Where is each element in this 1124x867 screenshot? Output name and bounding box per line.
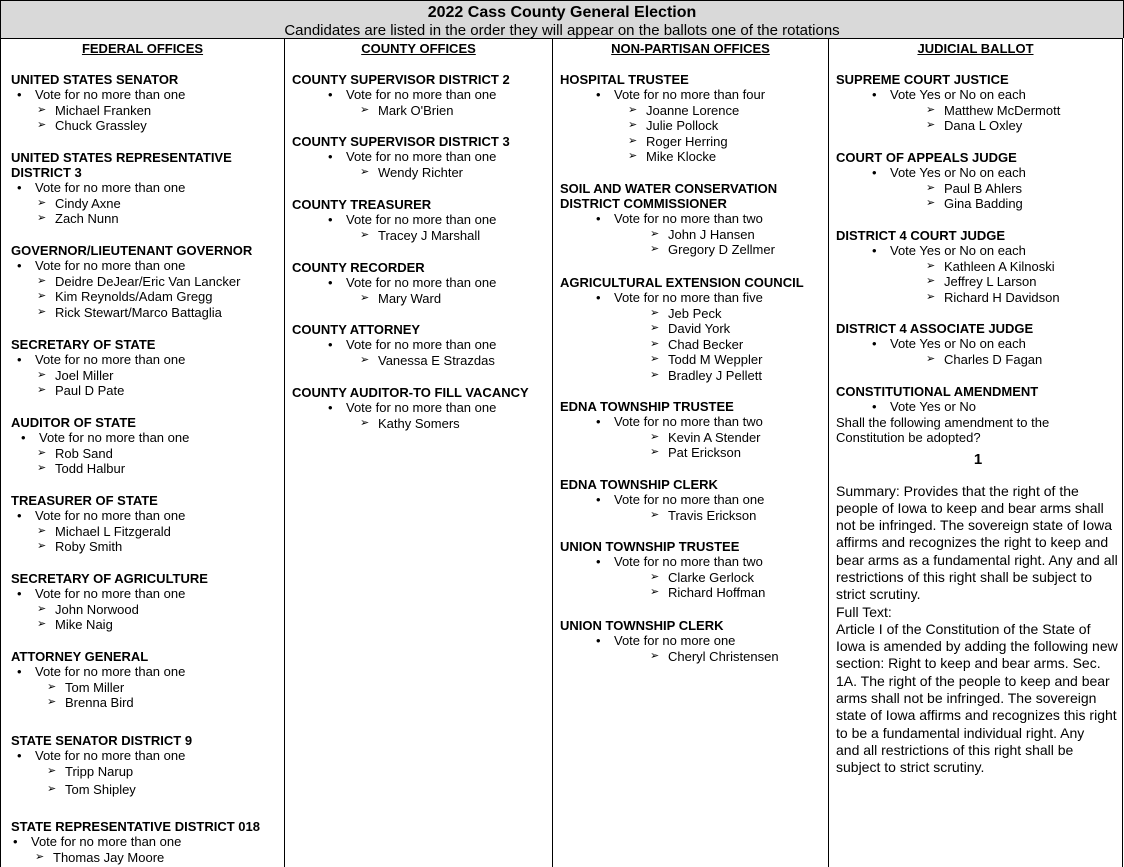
office-block	[560, 181, 822, 258]
column-heading: FEDERAL OFFICES	[81, 41, 204, 56]
candidate-name: ➢ Matthew McDermott	[944, 103, 1120, 119]
office-block	[836, 321, 1120, 367]
candidate-name: ➢ Cheryl Christensen	[668, 649, 826, 665]
column-non-partisan-offices	[552, 39, 828, 867]
candidate-name: ➢ Richard Hoffman	[668, 585, 826, 601]
office-block	[560, 399, 826, 461]
candidate-name: ➢ Mike Klocke	[646, 149, 826, 165]
amendment-summary: Summary: Provides that the right of the people of Iowa to keep and bear arms shall not be infringed. The sovereign state of Iowa affirms and recognizes the right to keep and bear arms as a fundamental right. Any and all restrictions of this right shall be subject to strict scrutiny.	[836, 482, 1118, 603]
candidate-name: ➢ Zach Nunn	[55, 211, 271, 227]
office-block	[560, 539, 826, 601]
office-block	[11, 415, 281, 477]
candidate-name: ➢ Joel Miller	[55, 368, 281, 384]
candidate-name: ➢ Roger Herring	[646, 134, 826, 150]
candidate-name: ➢ Michael Franken	[55, 103, 281, 119]
vote-instruction: • Vote for no more than five	[614, 290, 826, 306]
candidate-name: ➢ Roby Smith	[55, 539, 281, 555]
candidate-name: ➢ Kevin A Stender	[668, 430, 826, 446]
vote-instruction: • Vote for no more than two	[614, 554, 826, 570]
office-block	[292, 260, 550, 306]
vote-instruction: • Vote for no more than one	[346, 275, 550, 291]
vote-instruction: • Vote for no more than one	[35, 352, 281, 368]
vote-instruction: • Vote for no more one	[614, 633, 826, 649]
candidate-name: ➢ Rick Stewart/Marco Battaglia	[55, 305, 281, 321]
candidate-name: ➢ Cindy Axne	[55, 196, 271, 212]
candidate-name: ➢ Vanessa E Strazdas	[378, 353, 550, 369]
amendment-number: 1	[973, 450, 983, 468]
office-block	[560, 72, 826, 165]
office-block	[560, 477, 826, 523]
office-block	[836, 72, 1120, 134]
candidate-name: ➢ Gina Badding	[944, 196, 1120, 212]
candidate-name: ➢ Wendy Richter	[378, 165, 550, 181]
candidate-name: ➢ Mike Naig	[55, 617, 281, 633]
vote-instruction: • Vote for no more than one	[346, 87, 550, 103]
vote-instruction: • Vote for no more than one	[35, 508, 281, 524]
ballot-header	[0, 0, 1124, 38]
candidate-name: ➢ Paul B Ahlers	[944, 181, 1120, 197]
candidate-name: ➢ Mary Ward	[378, 291, 550, 307]
candidate-name: ➢ Tom Miller	[65, 680, 281, 696]
candidate-name: ➢ Gregory D Zellmer	[668, 242, 822, 258]
vote-instruction: • Vote for no more than one	[39, 430, 281, 446]
office-block	[292, 197, 550, 243]
candidate-name: ➢ Michael L Fitzgerald	[55, 524, 281, 540]
amendment-full-text-label: Full Text:	[836, 603, 892, 620]
vote-instruction: • Vote for no more than two	[614, 211, 822, 227]
candidate-name: ➢ John Norwood	[55, 602, 281, 618]
office-block	[11, 571, 281, 633]
page-title: 2022 Cass County General Election	[427, 4, 697, 21]
office-name: UNION TOWNSHIP CLERK	[560, 618, 724, 633]
office-name: COURT OF APPEALS JUDGE	[836, 150, 1017, 165]
vote-instruction: • Vote for no more than one	[346, 400, 550, 416]
candidate-name: ➢ Deidre DeJear/Eric Van Lancker	[55, 274, 281, 290]
candidate-name: ➢ Tracey J Marshall	[378, 228, 550, 244]
vote-instruction: • Vote Yes or No on each	[890, 336, 1120, 352]
amendment-question: Shall the following amendment to the Constitution be adopted?	[836, 414, 1050, 445]
office-block	[11, 649, 281, 711]
office-name: COUNTY SUPERVISOR DISTRICT 3	[292, 134, 510, 149]
office-name: COUNTY ATTORNEY	[292, 322, 421, 337]
candidate-name: ➢ Clarke Gerlock	[668, 570, 826, 586]
amendment-full-text-end: and all restrictions of this right shall be subject to strict scrutiny.	[836, 741, 1074, 776]
office-block	[292, 385, 550, 431]
office-name: SECRETARY OF AGRICULTURE	[11, 571, 208, 586]
candidate-name: ➢ Travis Erickson	[668, 508, 826, 524]
candidate-name: ➢ Brenna Bird	[65, 695, 281, 711]
candidate-name: ➢ Todd Halbur	[55, 461, 281, 477]
candidate-name: ➢ Tom Shipley	[65, 782, 281, 798]
office-block	[292, 322, 550, 368]
candidate-name: ➢ Joanne Lorence	[646, 103, 826, 119]
office-name: COUNTY AUDITOR-TO FILL VACANCY	[292, 385, 529, 400]
vote-instruction: • Vote for no more than one	[35, 180, 271, 196]
vote-instruction: • Vote for no more than one	[35, 258, 281, 274]
office-block	[11, 733, 281, 798]
office-block	[11, 243, 281, 320]
column-heading: JUDICIAL BALLOT	[917, 41, 1034, 56]
office-name: TREASURER OF STATE	[11, 493, 158, 508]
page-subtitle: Candidates are listed in the order they will appear on the ballots one of the rotations	[284, 22, 840, 39]
office-name: COUNTY SUPERVISOR DISTRICT 2	[292, 72, 510, 87]
office-block	[292, 72, 550, 118]
office-block	[836, 384, 1120, 777]
candidate-name: ➢ Dana L Oxley	[944, 118, 1120, 134]
candidate-name: ➢ David York	[668, 321, 826, 337]
office-name: EDNA TOWNSHIP TRUSTEE	[560, 399, 734, 414]
office-block	[836, 150, 1120, 212]
vote-instruction: • Vote for no more than one	[35, 748, 281, 764]
vote-instruction: • Vote for no more than two	[614, 414, 826, 430]
vote-instruction: • Vote for no more than one	[35, 87, 281, 103]
candidate-name: ➢ Thomas Jay Moore	[53, 850, 283, 866]
candidate-name: ➢ Pat Erickson	[668, 445, 826, 461]
column-heading: NON-PARTISAN OFFICES	[611, 41, 770, 56]
office-name: STATE REPRESENTATIVE DISTRICT 018	[11, 819, 260, 834]
candidate-name: ➢ Chad Becker	[668, 337, 826, 353]
office-name: AUDITOR OF STATE	[11, 415, 136, 430]
office-name: GOVERNOR/LIEUTENANT GOVERNOR	[11, 243, 253, 258]
office-name: UNION TOWNSHIP TRUSTEE	[560, 539, 740, 554]
vote-instruction: • Vote for no more than one	[31, 834, 283, 850]
office-name: COUNTY RECORDER	[292, 260, 425, 275]
office-name: COUNTY TREASURER	[292, 197, 432, 212]
column-federal-offices	[0, 39, 284, 867]
office-block	[11, 72, 281, 134]
candidate-name: ➢ Kim Reynolds/Adam Gregg	[55, 289, 281, 305]
candidate-name: ➢ Richard H Davidson	[944, 290, 1120, 306]
vote-instruction: • Vote for no more than four	[614, 87, 826, 103]
candidate-name: ➢ Jeffrey L Larson	[944, 274, 1120, 290]
office-name: SUPREME COURT JUSTICE	[836, 72, 1009, 87]
office-block	[11, 819, 283, 865]
ballot-columns	[0, 38, 1123, 867]
candidate-name: ➢ Todd M Weppler	[668, 352, 826, 368]
amendment-full-text: Article I of the Constitution of the State of Iowa is amended by adding the following new section: Right to keep and bear arms. Sec. 1A. The right of the people to keep and bear arms shall not be infringed. The sovereign state of Iowa affirms and recognizes this right to be a fundamental individual right. Any	[836, 620, 1118, 741]
office-name: STATE SENATOR DISTRICT 9	[11, 733, 193, 748]
office-name: UNITED STATES REPRESENTATIVE DISTRICT 3	[11, 150, 232, 180]
office-name: DISTRICT 4 COURT JUDGE	[836, 228, 1006, 243]
column-judicial-ballot	[828, 39, 1123, 867]
office-block	[560, 275, 826, 383]
candidate-name: ➢ Bradley J Pellett	[668, 368, 826, 384]
vote-instruction: • Vote Yes or No on each	[890, 165, 1120, 181]
candidate-name: ➢ Paul D Pate	[55, 383, 281, 399]
office-name: SOIL AND WATER CONSERVATION DISTRICT COMMISSIONER	[560, 181, 778, 211]
office-name: UNITED STATES SENATOR	[11, 72, 179, 87]
vote-instruction: • Vote Yes or No	[890, 399, 1120, 415]
candidate-name: ➢ Rob Sand	[55, 446, 281, 462]
office-name: ATTORNEY GENERAL	[11, 649, 149, 664]
vote-instruction: • Vote for no more than one	[346, 149, 550, 165]
vote-instruction: • Vote for no more than one	[35, 664, 281, 680]
candidate-name: ➢ Julie Pollock	[646, 118, 826, 134]
office-block	[836, 228, 1120, 305]
vote-instruction: • Vote Yes or No on each	[890, 243, 1120, 259]
office-block	[11, 150, 271, 227]
column-heading: COUNTY OFFICES	[361, 41, 476, 56]
candidate-name: ➢ Kathleen A Kilnoski	[944, 259, 1120, 275]
office-name: SECRETARY OF STATE	[11, 337, 156, 352]
candidate-name: ➢ Mark O'Brien	[378, 103, 550, 119]
candidate-name: ➢ Tripp Narup	[65, 764, 281, 780]
candidate-name: ➢ John J Hansen	[668, 227, 822, 243]
vote-instruction: • Vote for no more than one	[346, 212, 550, 228]
column-county-offices	[284, 39, 552, 867]
office-name: CONSTITUTIONAL AMENDMENT	[836, 384, 1039, 399]
vote-instruction: • Vote Yes or No on each	[890, 87, 1120, 103]
office-block	[292, 134, 550, 180]
candidate-name: ➢ Jeb Peck	[668, 306, 826, 322]
office-block	[560, 618, 826, 664]
candidate-name: ➢ Kathy Somers	[378, 416, 550, 432]
office-block	[11, 337, 281, 399]
candidate-name: ➢ Chuck Grassley	[55, 118, 281, 134]
office-name: AGRICULTURAL EXTENSION COUNCIL	[560, 275, 804, 290]
office-block	[11, 493, 281, 555]
office-name: HOSPITAL TRUSTEE	[560, 72, 689, 87]
office-name: DISTRICT 4 ASSOCIATE JUDGE	[836, 321, 1034, 336]
vote-instruction: • Vote for no more than one	[346, 337, 550, 353]
candidate-name: ➢ Charles D Fagan	[944, 352, 1120, 368]
vote-instruction: • Vote for no more than one	[35, 586, 281, 602]
vote-instruction: • Vote for no more than one	[614, 492, 826, 508]
office-name: EDNA TOWNSHIP CLERK	[560, 477, 718, 492]
